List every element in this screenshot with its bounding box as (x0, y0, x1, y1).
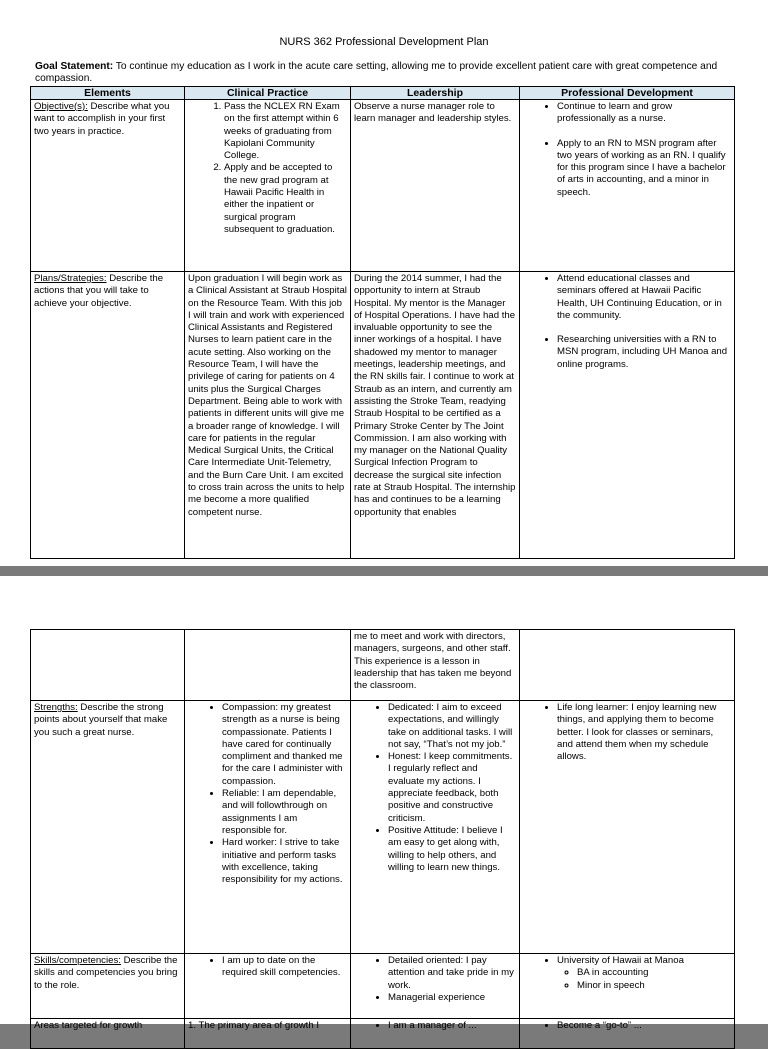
skills-label: Skills/competencies: (34, 955, 121, 966)
table-row-areas (31, 1019, 735, 1049)
header-clinical-practice: Clinical Practice (185, 87, 351, 100)
header-leadership: Leadership (351, 87, 520, 100)
table-row-objectives (31, 100, 735, 272)
areas-leadership-list (354, 1020, 516, 1032)
list-item: • Reliable: I am dependable, and will followthrough on assignments I am responsible for. (222, 788, 347, 837)
objectives-leadership-cell: Observe a nurse manager role to learn manager and leadership styles. (351, 100, 520, 272)
plans-clinical-cell-continued (185, 630, 351, 701)
goal-text: To continue my education as I work in the acute care setting, allowing me to provide excellent patient care with great competence and compassion. (35, 61, 718, 84)
table-row-plans (31, 272, 735, 559)
plans-element-cell-continued (31, 630, 185, 701)
document-title: NURS 362 Professional Development Plan (279, 36, 489, 48)
areas-professional-list (523, 1020, 731, 1032)
list-item: • Managerial experience (388, 992, 516, 1004)
table-row-strengths (31, 701, 735, 954)
objectives-professional-cell (520, 100, 735, 272)
list-item: • Hard worker: I strive to take initiative and perform tasks with excellence, taking responsibility for my actions. (222, 837, 347, 886)
list-item: ◦ Minor in speech (577, 980, 731, 992)
objectives-desc: Describe what you want to accomplish in your first two years in practice. (34, 101, 170, 137)
skills-clinical-list (188, 955, 347, 980)
header-elements: Elements (31, 87, 185, 100)
list-item (557, 955, 731, 992)
list-item: 1. Pass the NCLEX RN Exam on the first attempt within 6 weeks of graduating from Kapiolani Community College. (224, 101, 347, 162)
skills-element-cell (31, 954, 185, 1019)
strengths-desc: Describe the strong points about yourself that make you such a great nurse. (34, 702, 168, 738)
strengths-clinical-list (188, 702, 347, 886)
list-item: • Continue to learn and grow professionally as a nurse. (557, 101, 731, 126)
skills-professional-sublist (557, 967, 731, 992)
list-item: • Attend educational classes and seminars offered at Hawaii Pacific Health, UH Continuing Education, or in the community. (557, 273, 731, 322)
skills-clinical-cell (185, 954, 351, 1019)
list-item: • Positive Attitude: I believe I am easy to get along with, willing to help others, and willing to learn new things. (388, 825, 516, 874)
plans-desc: Describe the actions that you will take to achieve your objective. (34, 273, 164, 309)
plan-table-part-2 (30, 629, 735, 1049)
table-row-skills (31, 954, 735, 1019)
strengths-label: Strengths: (34, 702, 78, 713)
list-item: • Life long learner: I enjoy learning new things, and applying them to become better. I look for classes or seminars, and attend them when my schedule allows. (557, 702, 731, 763)
skills-professional-list (523, 955, 731, 992)
list-item: ◦ BA in accounting (577, 967, 731, 979)
goal-statement (35, 61, 761, 85)
strengths-leadership-list (354, 702, 516, 874)
strengths-clinical-cell (185, 701, 351, 954)
plans-label: Plans/Strategies: (34, 273, 107, 284)
objectives-professional-list (523, 101, 731, 199)
strengths-professional-cell (520, 701, 735, 954)
plans-leadership-cell: During the 2014 summer, I had the opportunity to intern at Straub Hospital. My mentor is the Manager of Hospital Operations. I have had the invaluable opportunity to see the inner workings of a hospital. I have shadowed my mentor to manager meetings, leadership meetings, and the RN skills fair. I continue to work at Straub as an intern, and currently am assisting the Stroke Team, readying Straub Hospital to be certified as a Primary Stroke Center by The Joint Commission. I am also working with my manager on the National Quality Surgical Infection Program to decrease the surgical site infection rate at Straub Hospital. The internship has and continues to be a learning opportunity that enables (351, 272, 520, 559)
plans-professional-cell (520, 272, 735, 559)
skills-professional-item: University of Hawaii at Manoa (557, 955, 684, 966)
list-item: • Honest: I keep commitments. I regularly reflect and evaluate my actions. I appreciate feedback, both positive and constructive criticism. (388, 751, 516, 825)
plans-element-cell (31, 272, 185, 559)
strengths-professional-list (523, 702, 731, 763)
objectives-clinical-list (188, 101, 347, 236)
objectives-element-cell (31, 100, 185, 272)
list-item: • I am up to date on the required skill competencies. (222, 955, 347, 980)
strengths-leadership-cell (351, 701, 520, 954)
skills-professional-cell (520, 954, 735, 1019)
list-item: • Researching universities with a RN to MSN program, including UH Manoa and online programs. (557, 334, 731, 371)
list-item: • Dedicated: I aim to exceed expectations, and willingly take on additional tasks. I will not say, “That’s not my job.” (388, 702, 516, 751)
areas-clinical-cell: 1. The primary area of growth I (185, 1019, 351, 1049)
plans-clinical-cell: Upon graduation I will begin work as a Clinical Assistant at Straub Hospital on the Resource Team. With this job I will train and work with experienced Clinical Assistants and Registered Nurses to learn patient care in the acute setting. Also working on the Resource Team, I will have the privilege of caring for patients on 4 units plus the Surgical Charges Department. Being able to work with patients in different units will give me a broader range of knowledge. I will care for patients in the regular Medical Surgical Units, the Critical Care Intermediate Unit-Telemetry, and the Burn Care Unit. I am excited to cross train across the units to help me become a more qualified competent nurse. (185, 272, 351, 559)
list-item: • Detailed oriented: I pay attention and take pride in my work. (388, 955, 516, 992)
goal-label: Goal Statement: (35, 61, 114, 72)
list-item: • Compassion: my greatest strength as a nurse is being compassionate. Patients I have cared for continually compliment and thanked me for the care I administer with compassion. (222, 702, 347, 788)
skills-leadership-list (354, 955, 516, 1004)
strengths-element-cell (31, 701, 185, 954)
plans-leadership-cell-continued: me to meet and work with directors, managers, surgeons, and other staff. This experience is a lesson in leadership that has taken me beyond the classroom. (351, 630, 520, 701)
list-item: • I am a manager of ... (388, 1020, 516, 1032)
list-item: 2. Apply and be accepted to the new grad program at Hawaii Pacific Health in either the inpatient or surgical program subsequent to graduation. (224, 162, 347, 236)
skills-leadership-cell (351, 954, 520, 1019)
table-header-row (31, 87, 735, 100)
plans-professional-cell-continued (520, 630, 735, 701)
list-item: • Apply to an RN to MSN program after two years of working as an RN. I qualify for this program since I have a bachelor of arts in accounting, and a minor in speech. (557, 138, 731, 199)
areas-element-cell (31, 1019, 185, 1049)
list-item: • Become a “go-to” ... (557, 1020, 731, 1032)
areas-label: Areas targeted for growth (34, 1020, 143, 1031)
plan-table-part-1 (30, 86, 735, 559)
areas-professional-cell (520, 1019, 735, 1049)
objectives-label: Objective(s): (34, 101, 88, 112)
objectives-clinical-cell (185, 100, 351, 272)
header-professional-development: Professional Development (520, 87, 735, 100)
areas-leadership-cell (351, 1019, 520, 1049)
skills-desc: Describe the skills and competencies you bring to the role. (34, 955, 178, 991)
table-row-plans-continued (31, 630, 735, 701)
plans-professional-list (523, 273, 731, 371)
